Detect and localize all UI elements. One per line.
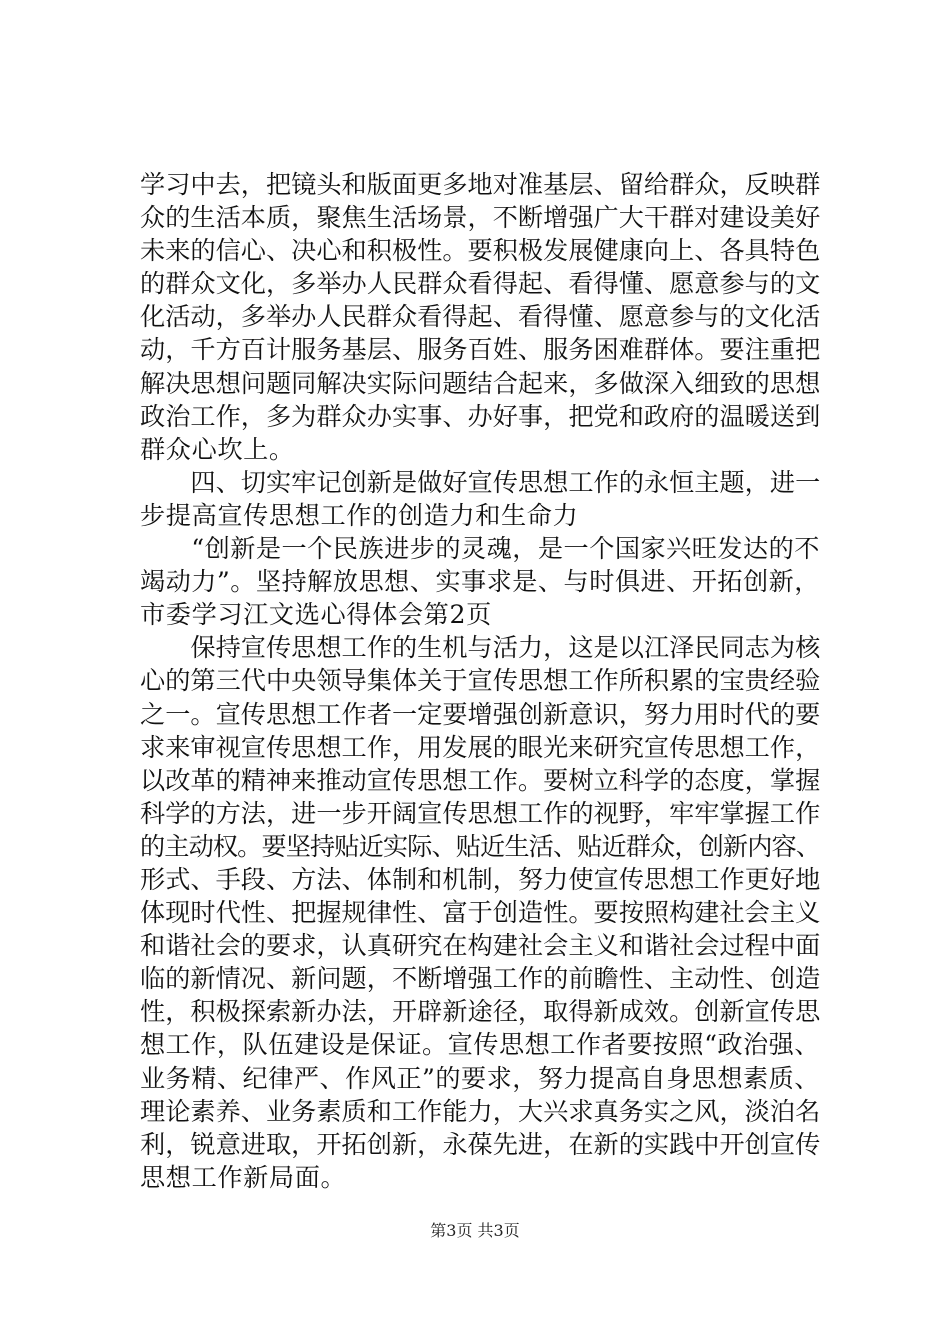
text-line: 想工作，队伍建设是保证。宣传思想工作者要按照“政治强、: [140, 1030, 820, 1060]
text-line: “创新是一个民族进步的灵魂，是一个国家兴旺发达的不: [140, 534, 820, 564]
text-line: 的主动权。要坚持贴近实际、贴近生活、贴近群众，创新内容、: [140, 831, 821, 861]
body-text: [140, 168, 820, 1194]
text-line: 保持宣传思想工作的生机与活力，这是以江泽民同志为核: [140, 633, 821, 663]
text-line: 思想工作新局面。: [140, 1162, 347, 1192]
text-line: 体现时代性、把握规律性、富于创造性。要按照构建社会主义: [140, 898, 821, 928]
text-line: 利，锐意进取，开拓创新，永葆先进，在新的实践中开创宣传: [140, 1129, 821, 1159]
text-line: 理论素养、业务素质和工作能力，大兴求真务实之风，淡泊名: [140, 1096, 821, 1126]
text-line: 业务精、纪律严、作风正”的要求，努力提高自身思想素质、: [140, 1063, 820, 1093]
text-line: 众的生活本质，聚焦生活场景，不断增强广大干群对建设美好: [140, 203, 821, 233]
text-line: 科学的方法，进一步开阔宣传思想工作的视野，牢牢掌握工作: [140, 798, 821, 828]
text-line: 和谐社会的要求，认真研究在构建社会主义和谐社会过程中面: [140, 931, 821, 961]
text-line: 动，千方百计服务基层、服务百姓、服务困难群体。要注重把: [140, 335, 821, 365]
text-line: 步提高宣传思想工作的创造力和生命力: [140, 500, 579, 530]
text-line: 临的新情况、新问题，不断增强工作的前瞻性、主动性、创造: [140, 964, 821, 994]
text-line: 学习中去，把镜头和版面更多地对准基层、留给群众，反映群: [140, 170, 821, 199]
text-line: 性，积极探索新办法，开辟新途径，取得新成效。创新宣传思: [140, 997, 821, 1027]
text-line: 心的第三代中央领导集体关于宣传思想工作所积累的宝贵经验: [140, 666, 821, 696]
text-line: 之一。宣传思想工作者一定要增强创新意识，努力用时代的要: [140, 699, 821, 729]
text-line: 解决思想问题同解决实际问题结合起来，多做深入细致的思想: [140, 368, 821, 398]
text-line: 群众心坎上。: [140, 434, 295, 464]
text-line: 市委学习江文选心得体会第2页: [140, 600, 492, 630]
text-line: 四、切实牢记创新是做好宣传思想工作的永恒主题，进一: [140, 467, 821, 497]
text-line: 化活动，多举办人民群众看得起、看得懂、愿意参与的文化活: [140, 302, 821, 332]
text-line: 政治工作，多为群众办实事、办好事，把党和政府的温暖送到: [140, 401, 821, 431]
text-line: 形式、手段、方法、体制和机制，努力使宣传思想工作更好地: [140, 864, 821, 894]
text-line: 竭动力”。坚持解放思想、实事求是、与时俱进、开拓创新，: [140, 567, 820, 597]
page-footer: 第3页 共3页: [430, 1221, 520, 1240]
text-line: 以改革的精神来推动宣传思想工作。要树立科学的态度，掌握: [140, 765, 821, 795]
text-line: 未来的信心、决心和积极性。要积极发展健康向上、各具特色: [140, 236, 821, 266]
text-line: 的群众文化，多举办人民群众看得起、看得懂、愿意参与的文: [140, 269, 821, 299]
text-line: 求来审视宣传思想工作，用发展的眼光来研究宣传思想工作，: [140, 732, 821, 762]
